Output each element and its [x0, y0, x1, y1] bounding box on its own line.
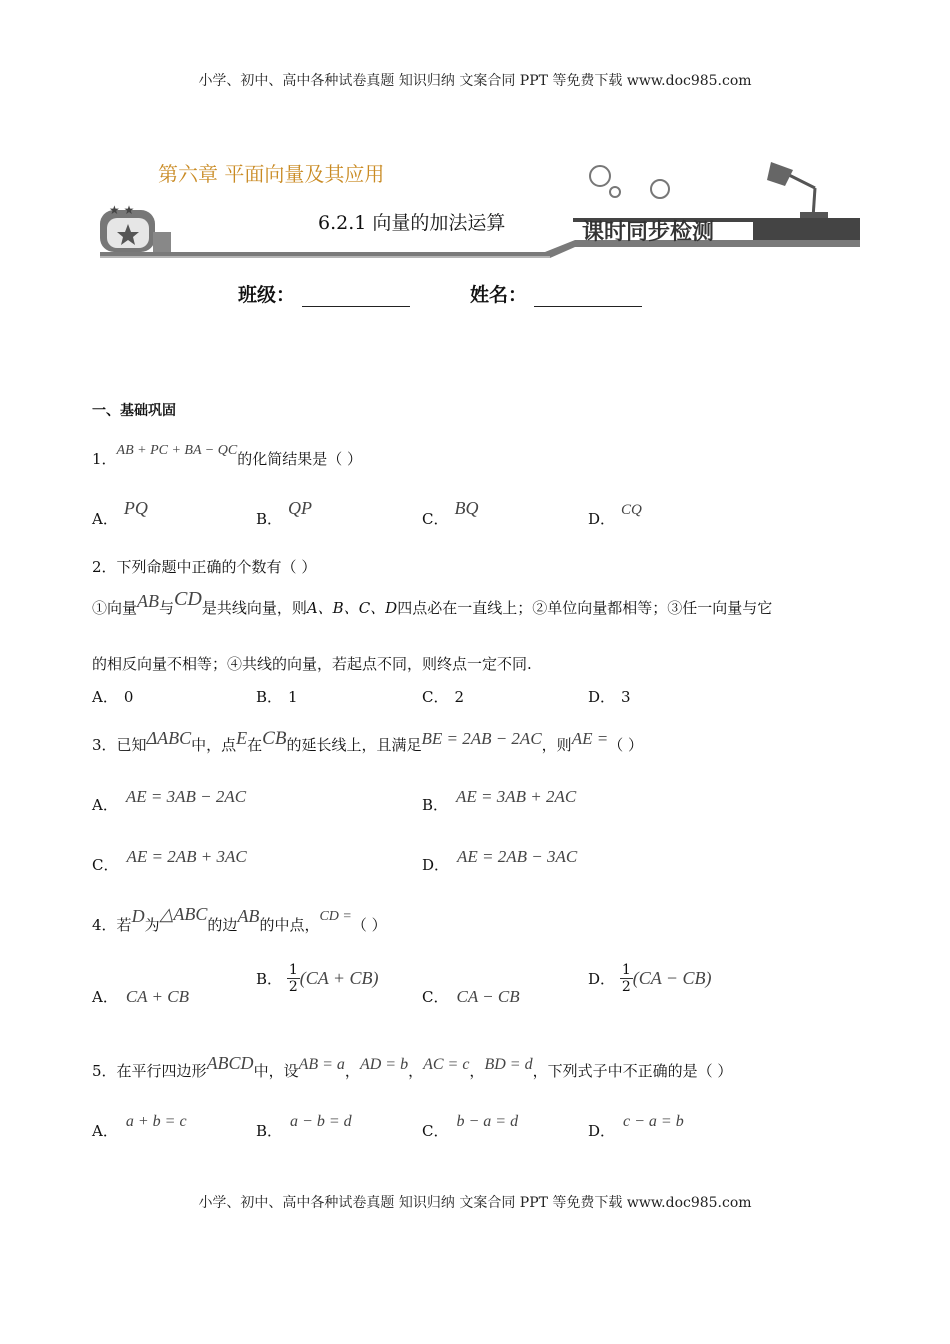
question-2: 2．下列命题中正确的个数有（ ） — [92, 558, 317, 576]
q1-option-b[interactable]: B．QP — [256, 498, 313, 528]
q2-option-b[interactable]: B． 1 — [256, 688, 298, 706]
q1-option-a[interactable]: A．PQ — [92, 498, 148, 528]
section-heading: 一、基础巩固 — [92, 403, 176, 419]
banner-bar — [100, 240, 860, 258]
q2-option-a[interactable]: A． 0 — [92, 688, 134, 706]
class-label: 班级： — [238, 284, 296, 306]
q2-statement-line2: 的相反向量不相等；④共线的向量，若起点不同，则终点一定不同. — [92, 655, 532, 673]
q3-option-c[interactable]: C． AE = 2AB + 3AC — [92, 847, 247, 874]
question-4: 4．若D为△ABC的边AB的中点，CD =（ ） — [92, 904, 387, 934]
q5-option-c[interactable]: C．b − a = d — [422, 1113, 519, 1140]
trophy-icon — [100, 203, 171, 252]
class-blank — [302, 290, 410, 307]
q3-option-d[interactable]: D． AE = 2AB − 3AC — [422, 847, 578, 874]
q1-option-d[interactable]: D． CQ — [588, 502, 642, 528]
svg-text:★ ★: ★ ★ — [109, 203, 135, 217]
class-field — [238, 280, 410, 307]
q5-option-d[interactable]: D．c − a = b — [588, 1113, 684, 1140]
q5-option-a[interactable]: A．a + b = c — [92, 1113, 187, 1140]
question-5: 5．在平行四边形ABCD中，设AB = a，AD = b，AC = c，BD = d，下列式子中不正确的是（ ） — [92, 1053, 733, 1080]
chapter-title: 第六章 平面向量及其应用 — [158, 162, 385, 186]
page-footer: 小学、初中、高中各种试卷真题 知识归纳 文案合同 PPT 等免费下载 www.doc985.com — [198, 1195, 752, 1211]
q5-option-b[interactable]: B．a − b = d — [256, 1113, 352, 1140]
q2-statement-line1: ①向量AB与CD是共线向量，则A、B、C、D四点必在一直线上；②单位向量都相等；③任一向量与它 — [92, 588, 773, 617]
question-1: 1．AB + PC + BA − QC的化简结果是（ ） — [92, 443, 362, 468]
name-label: 姓名： — [470, 284, 528, 306]
bubbles-icon — [590, 166, 669, 198]
q2-option-c[interactable]: C． 2 — [422, 688, 465, 706]
lesson-title: 6.2.1 向量的加法运算 — [318, 212, 506, 234]
question-3: 3．已知ΔABC中，点E在CB的延长线上，且满足BE = 2AB − 2AC，则AE =（ ） — [92, 728, 643, 754]
q4-option-a[interactable]: A． CA + CB — [92, 987, 189, 1006]
q4-option-d[interactable]: D． $\frac{1}{2}(CA - CB)$ — [588, 962, 712, 995]
q4-option-b[interactable]: B． $\frac{1}{2}(CA + CB)$ — [256, 962, 379, 995]
page-header: 小学、初中、高中各种试卷真题 知识归纳 文案合同 PPT 等免费下载 www.doc985.com — [198, 73, 752, 89]
q3-option-b[interactable]: B． AE = 3AB + 2AC — [422, 787, 577, 814]
q4-option-c[interactable]: C． CA − CB — [422, 987, 520, 1006]
badge-text: 课时同步检测 — [582, 219, 715, 245]
q3-option-a[interactable]: A． AE = 3AB − 2AC — [92, 787, 247, 814]
name-field — [470, 280, 642, 307]
q1-option-c[interactable]: C．BQ — [422, 498, 479, 528]
q1-expr: AB + PC + BA − QC — [116, 443, 238, 458]
name-blank — [534, 290, 642, 307]
q2-option-d[interactable]: D． 3 — [588, 688, 631, 706]
